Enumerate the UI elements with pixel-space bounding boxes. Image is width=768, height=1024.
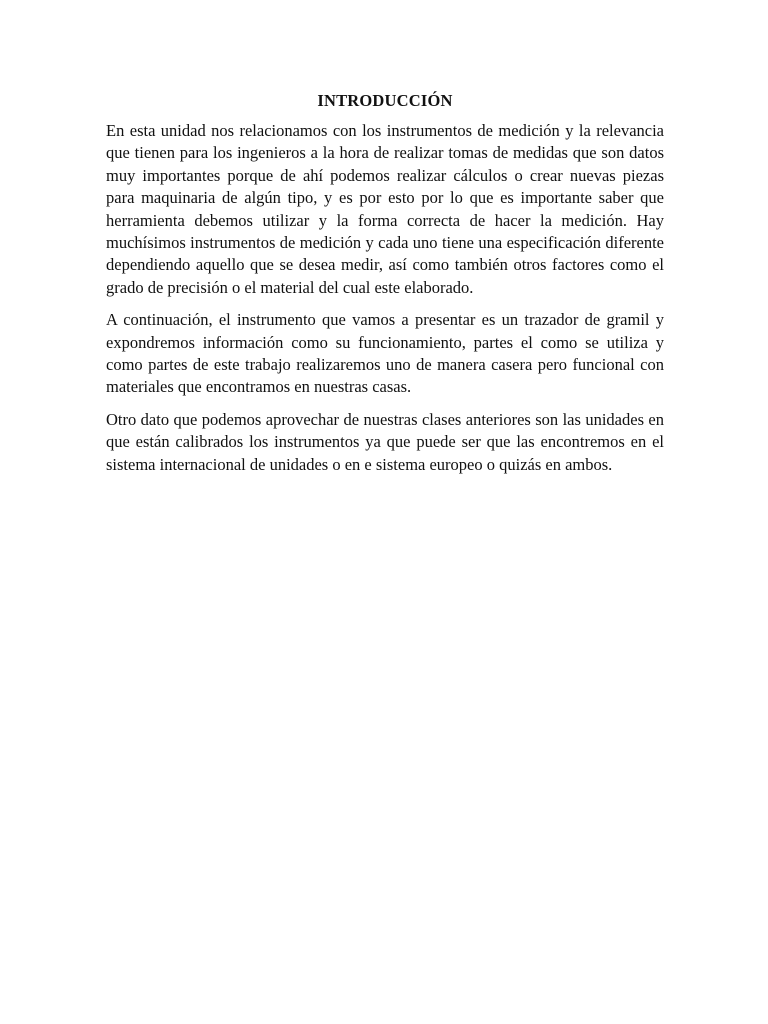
paragraph-1: En esta unidad nos relacionamos con los instrumentos de medición y la relevancia que tienen para los ingenieros a la hora de realizar tomas de medidas que son datos muy importantes porque de ahí podemos realizar cálculos o crear nuevas piezas para maquinaria de algún tipo, y es por esto por lo que es importante saber que herramienta debemos utilizar y la forma correcta de hacer la medición. Hay muchísimos instrumentos de medición y cada uno tiene una especificación diferente dependiendo aquello que se desea medir, así como también otros factores como el grado de precisión o el material del cual este elaborado. [106, 121, 664, 297]
page-title: INTRODUCCIÓN [317, 91, 453, 110]
paragraph-2: A continuación, el instrumento que vamos a presentar es un trazador de gramil y expondremos información como su funcionamiento, partes el como se utiliza y como partes de este trabajo realizaremos uno de manera casera pero funcional con materiales que encontramos en nuestras casas. [106, 310, 664, 397]
paragraph-3: Otro dato que podemos aprovechar de nuestras clases anteriores son las unidades en que están calibrados los instrumentos ya que puede ser que las encontremos en el sistema internacional de unidades o en e sistema europeo o quizás en ambos. [106, 409, 664, 474]
